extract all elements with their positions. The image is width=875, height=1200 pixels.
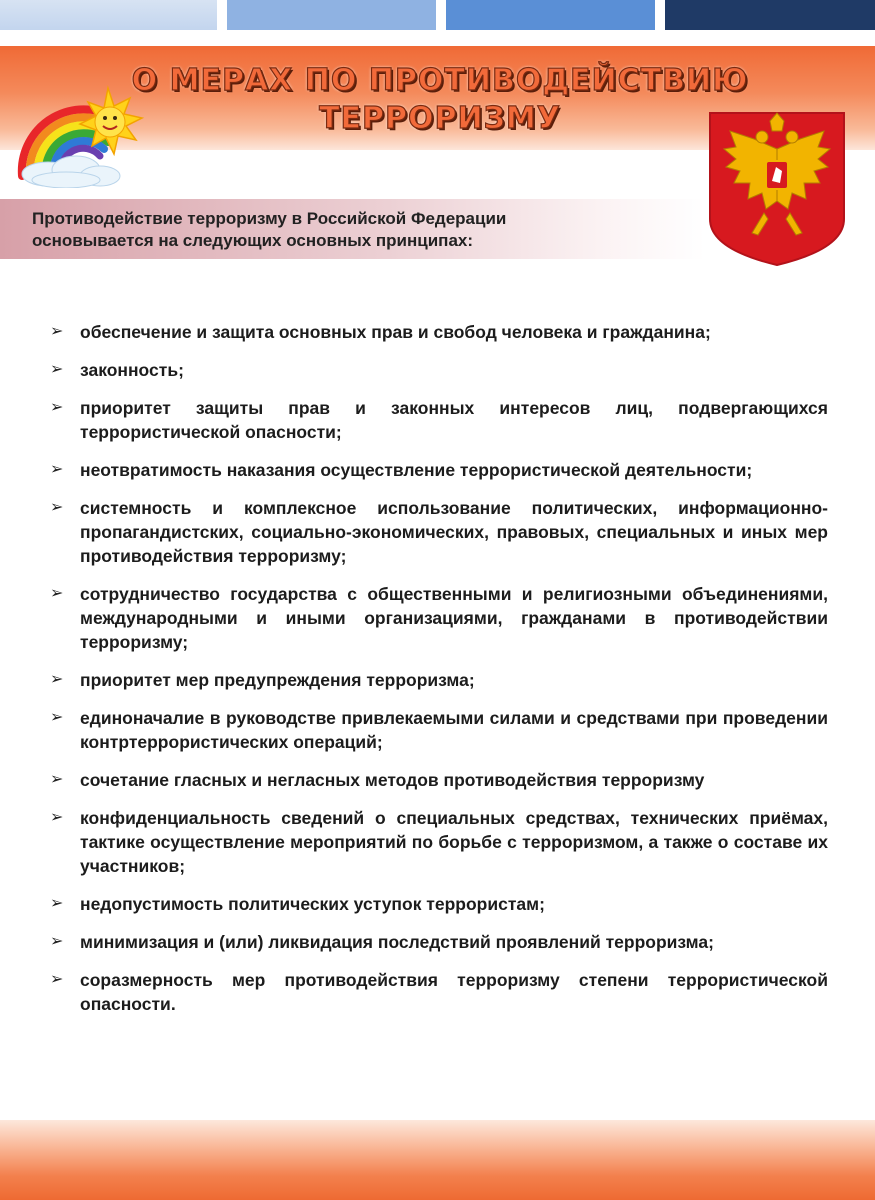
arrow-bullet-icon: ➢	[50, 809, 64, 826]
list-item	[50, 396, 828, 444]
arrow-bullet-icon: ➢	[50, 461, 64, 478]
list-item	[50, 582, 828, 654]
intro-text	[32, 208, 672, 252]
arrow-bullet-icon: ➢	[50, 709, 64, 726]
list-item	[50, 968, 828, 1016]
top-bar-medium-blue	[227, 0, 436, 30]
principle-text: минимизация и (или) ликвидация последствий проявлений терроризма;	[80, 932, 714, 952]
title-line-1: О МЕРАХ ПО ПРОТИВОДЕЙСТВИЮ	[131, 63, 749, 98]
top-color-bars	[0, 0, 875, 30]
principle-text: обеспечение и защита основных прав и свобод человека и гражданина;	[80, 322, 711, 342]
principle-text: конфиденциальность сведений о специальных средствах, технических приёмах, тактике осуществление мероприятий по борьбе с терроризмом, а также о составе их участников;	[80, 808, 828, 876]
principle-text: сочетание гласных и негласных методов противодействия терроризму	[80, 770, 705, 790]
arrow-bullet-icon: ➢	[50, 671, 64, 688]
arrow-bullet-icon: ➢	[50, 971, 64, 988]
top-bar-dark-blue	[665, 0, 875, 30]
list-item	[50, 320, 828, 344]
list-item	[50, 892, 828, 916]
list-item	[50, 496, 828, 568]
arrow-bullet-icon: ➢	[50, 895, 64, 912]
arrow-bullet-icon: ➢	[50, 323, 64, 340]
list-item	[50, 768, 828, 792]
arrow-bullet-icon: ➢	[50, 933, 64, 950]
principles-list	[50, 320, 828, 1030]
russian-coat-of-arms-icon	[706, 109, 848, 267]
principle-text: приоритет мер предупреждения терроризма;	[80, 670, 475, 690]
list-item	[50, 358, 828, 382]
page-title	[120, 62, 760, 138]
bottom-band	[0, 1120, 875, 1200]
intro-line-1: Противодействие терроризму в Российской Федерации	[32, 209, 507, 228]
rainbow-sun-cloud-icon	[8, 76, 158, 188]
arrow-bullet-icon: ➢	[50, 585, 64, 602]
list-item	[50, 458, 828, 482]
arrow-bullet-icon: ➢	[50, 499, 64, 516]
principle-text: приоритет защиты прав и законных интересов лиц, подвергающихся террористической опасности;	[80, 398, 828, 442]
top-bar-light-blue	[0, 0, 217, 30]
principle-text: единоначалие в руководстве привлекаемыми силами и средствами при проведении контртеррористических операций;	[80, 708, 828, 752]
principle-text: законность;	[80, 360, 184, 380]
top-bar-blue	[446, 0, 655, 30]
list-item	[50, 668, 828, 692]
principle-text: неотвратимость наказания осуществление террористической деятельности;	[80, 460, 753, 480]
principle-text: соразмерность мер противодействия терроризму степени террористической опасности.	[80, 970, 828, 1014]
arrow-bullet-icon: ➢	[50, 361, 64, 378]
list-item	[50, 930, 828, 954]
intro-line-2: основывается на следующих основных принципах:	[32, 231, 474, 250]
list-item	[50, 706, 828, 754]
list-item	[50, 806, 828, 878]
principle-text: системность и комплексное использование политических, информационно-пропагандистских, социально-экономических, правовых, специальных и иных мер противодействия терроризму;	[80, 498, 828, 566]
principle-text: сотрудничество государства с общественными и религиозными объединениями, международными и иными организациями, гражданами в противодействии терроризму;	[80, 584, 828, 652]
arrow-bullet-icon: ➢	[50, 399, 64, 416]
arrow-bullet-icon: ➢	[50, 771, 64, 788]
title-line-2: ТЕРРОРИЗМУ	[319, 101, 561, 136]
principle-text: недопустимость политических уступок террористам;	[80, 894, 545, 914]
